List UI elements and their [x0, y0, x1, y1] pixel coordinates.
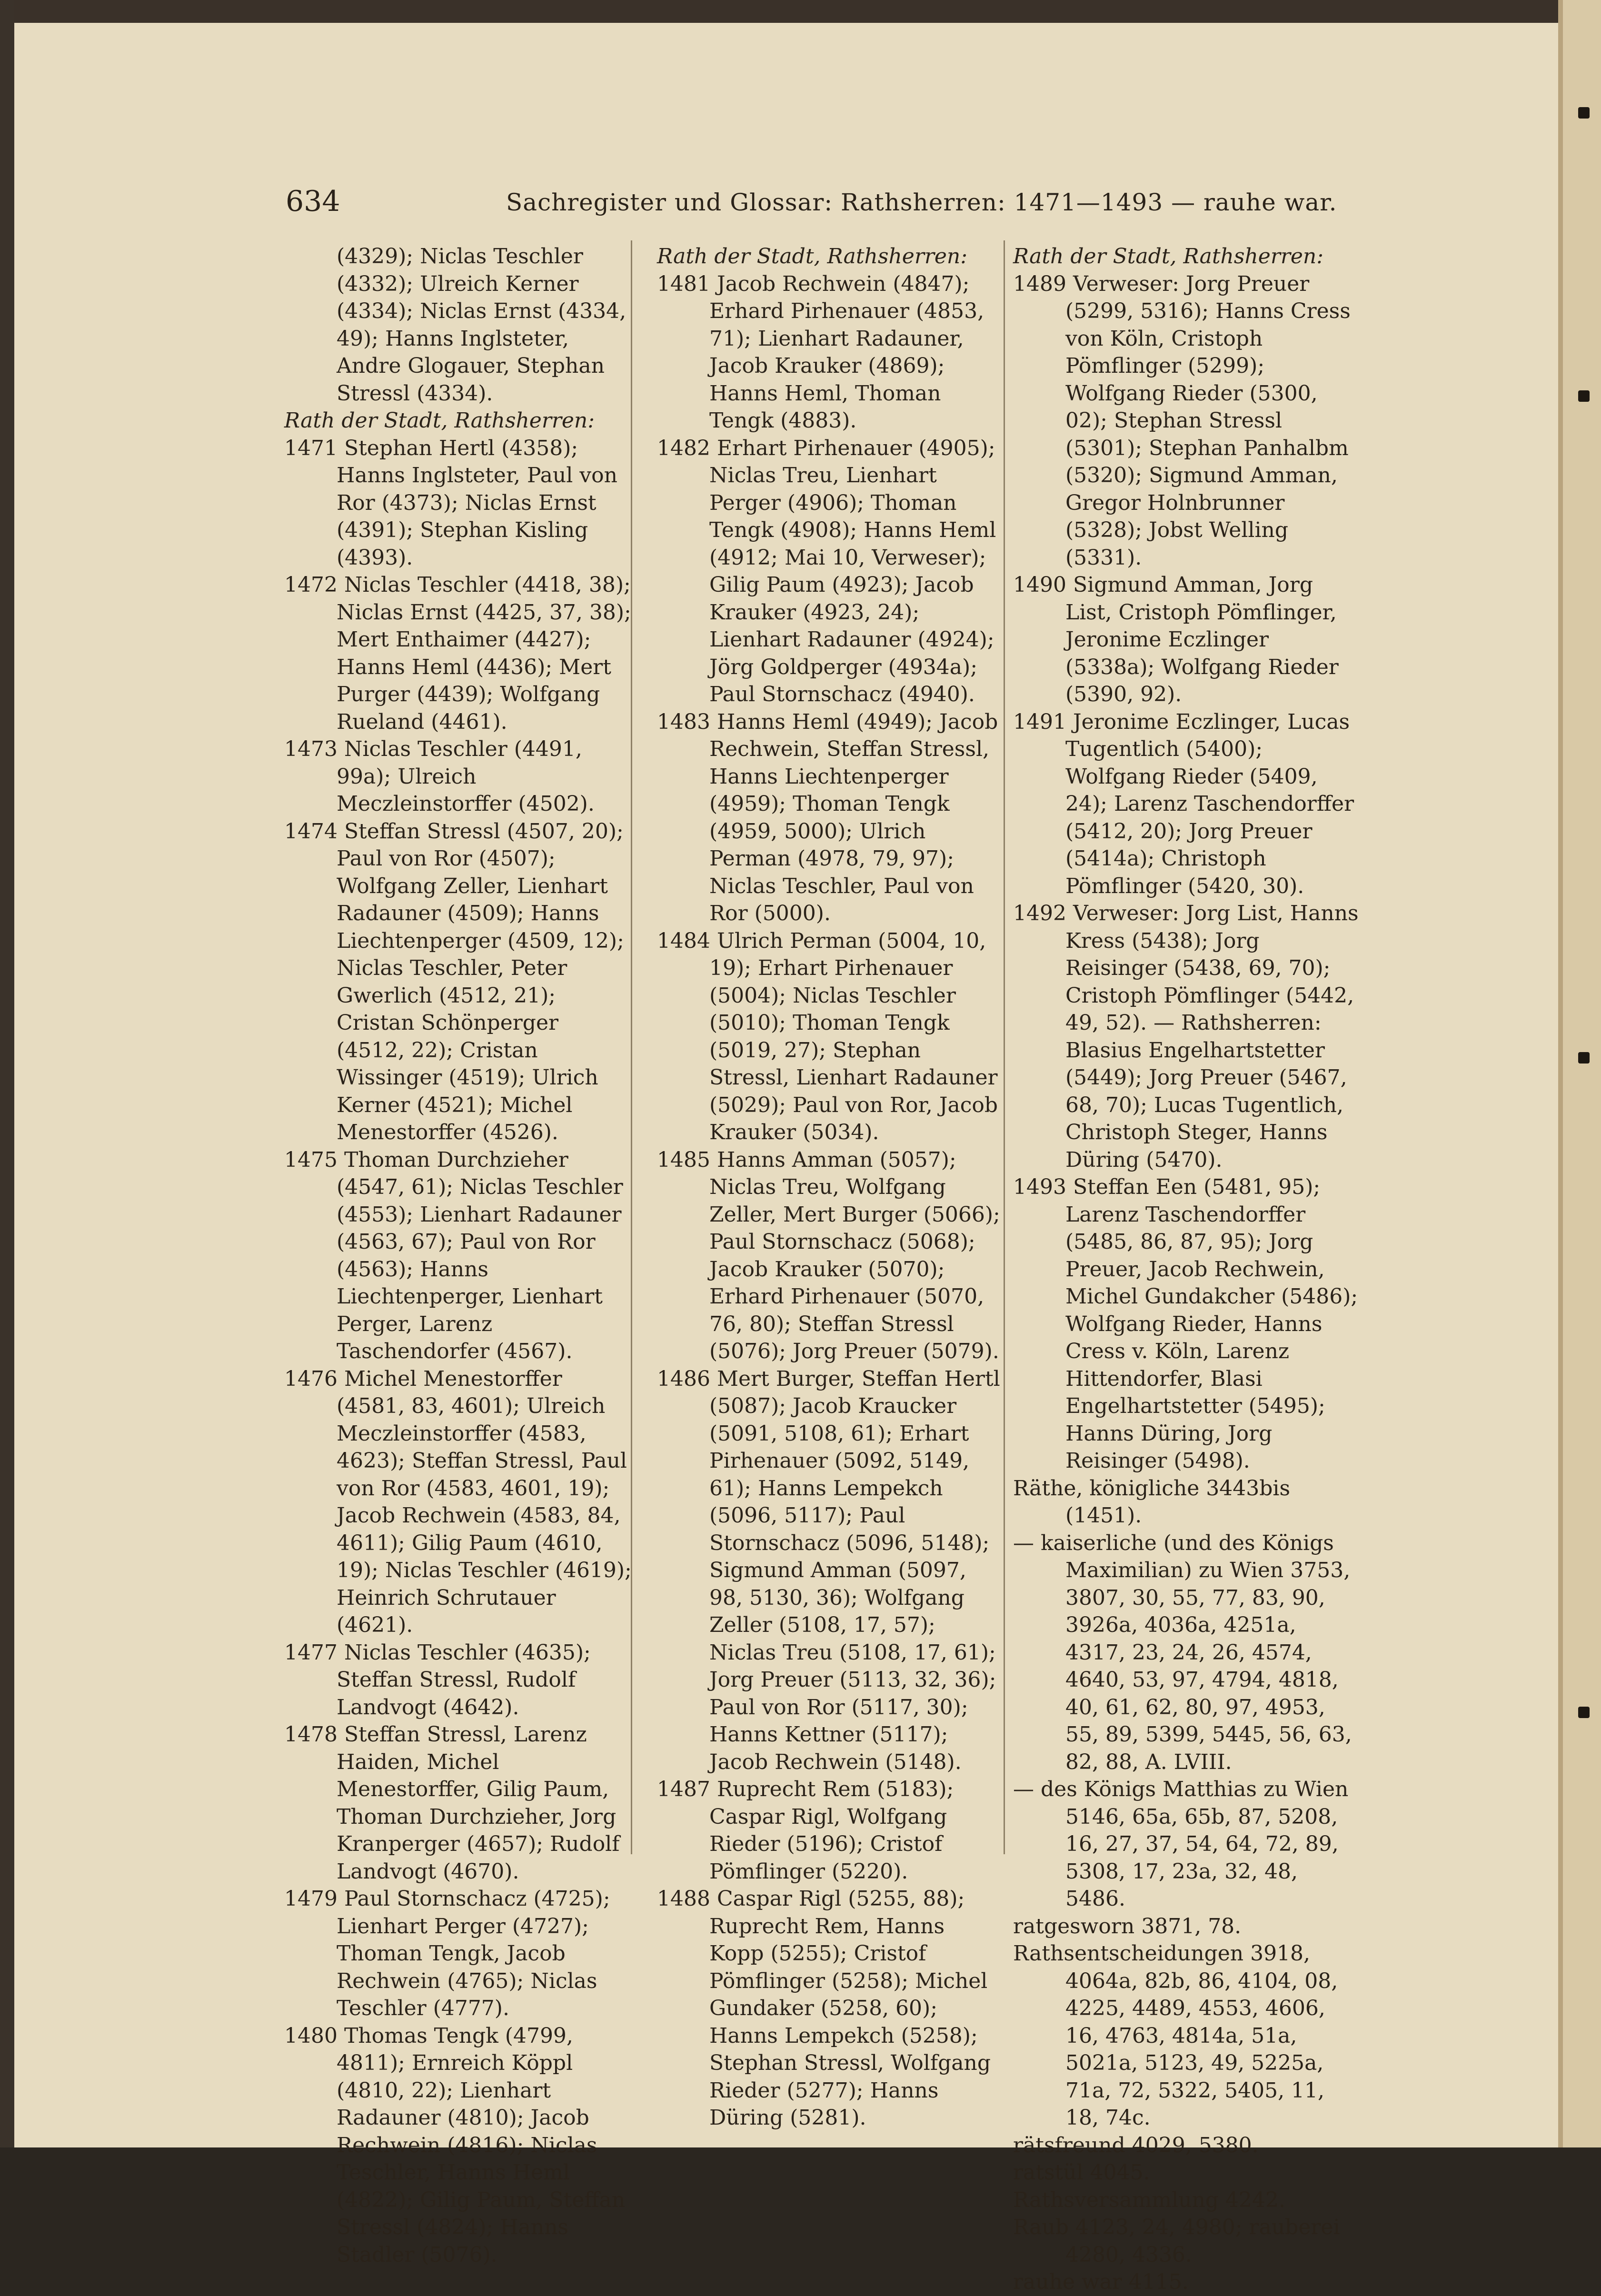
index-entry: Rathsentscheidungen 3918, 4064a, 82b, 86, 4104, 08, 4225, 4489, 4553, 4606, 16, 4763, 4814a, 51a, 5021a, 5123, 49, 5225a, 71a, 72, 5322, 5405, 11, 18, 74c. [1013, 1941, 1338, 2130]
index-entry: 1478 Steffan Stressl, Larenz Haiden, Michel Menestorffer, Gilig Paum, Thoman Durchzieher, Jorg Kranperger (4657); Rudolf Landvogt (4670). [284, 1722, 620, 1884]
index-entry: (4329); Niclas Teschler (4332); Ulreich Kerner (4334); Niclas Ernst (4334, 49); Hanns Inglsteter, Andre Glogauer, Stephan Stressl (4334). [337, 244, 626, 406]
scan-left-edge [0, 0, 14, 2147]
index-entry: ratgesworn 3871, 78. [1013, 1914, 1242, 1938]
section-heading: Rath der Stadt, Rathsherren: [1013, 244, 1324, 268]
index-entry: 1482 Erhart Pirhenauer (4905); Niclas Treu, Lienhart Perger (4906); Thoman Tengk (4908); Hanns Heml (4912; Mai 10, Verweser); Gilig Paum (4923); Jacob Krauker (4923, 24); Lienhart Radauner (4924); Jörg Goldperger (4934a); Paul Stornschacz (4940). [657, 436, 996, 706]
index-entry: 1492 Verweser: Jorg List, Hanns Kress (5438); Jorg Reisinger (5438, 69, 70); Cristoph Pömflinger (5442, 49, 52). — Rathsherren: Blasius Engelhartstetter (5449); Jorg Preuer (5467, 68, 70); Lucas Tugentlich, Christoph Steger, Hanns Düring (5470). [1013, 901, 1359, 1172]
index-entry: 1490 Sigmund Amman, Jorg List, Cristoph Pömflinger, Jeronime Eczlinger (5338a); Wolfgang Rieder (5390, 92). [1013, 573, 1339, 706]
index-entry: 1471 Stephan Hertl (4358); Hanns Inglsteter, Paul von Ror (4373); Niclas Ernst (4391); Stephan Kisling (4393). [284, 436, 617, 570]
index-entry: 1488 Caspar Rigl (5255, 88); Ruprecht Rem, Hanns Kopp (5255); Cristof Pömflinger (5258); Michel Gundaker (5258, 60); Hanns Lempekch (5258); Stephan Stressl, Wolfgang Rieder (5277); Hanns Düring (5281). [657, 1887, 991, 2130]
index-entry: Rathsversammlung 4242. [1013, 2187, 1286, 2212]
index-entry: 1472 Niclas Teschler (4418, 38); Niclas Ernst (4425, 37, 38); Mert Enthaimer (4427); Hanns Heml (4436); Mert Purger (4439); Wolfgang Rueland (4461). [284, 573, 631, 734]
index-entry: — des Königs Matthias zu Wien 5146, 65a, 65b, 87, 5208, 16, 27, 37, 54, 64, 72, 89, 5308, 17, 23a, 32, 48, 5486. [1013, 1777, 1349, 1911]
margin-mark [1578, 1707, 1590, 1718]
section-heading: Rath der Stadt, Rathsherren: [284, 408, 595, 433]
running-title: Sachregister und Glossar: Rathsherren: 1471—1493 — rauhe war. [506, 189, 1337, 216]
section-heading: Rath der Stadt, Rathsherren: [657, 244, 968, 268]
index-entry: 1493 Steffan Een (5481, 95); Larenz Taschendorffer (5485, 86, 87, 95); Jorg Preuer, Jacob Rechwein, Michel Gundakcher (5486); Wolfgang Rieder, Hanns Cress v. Köln, Larenz Hittendorfer, Blasi Engelhartstetter (5495); Hanns Düring, Jorg Reisinger (5498). [1013, 1175, 1358, 1473]
index-entry: 1473 Niclas Teschler (4491, 99a); Ulreich Meczleinstorffer (4502). [284, 737, 595, 816]
middle-column [657, 243, 1004, 2132]
index-entry: 1476 Michel Menestorffer (4581, 83, 4601); Ulreich Meczleinstorffer (4583, 4623); Steffan Stressl, Paul von Ror (4583, 4601, 19); Jacob Rechwein (4583, 84, 4611); Gilig Paum (4610, 19); Niclas Teschler (4619); Heinrich Schrutauer (4621). [284, 1366, 632, 1637]
index-entry: 1479 Paul Stornschacz (4725); Lienhart Perger (4727); Thoman Tengk, Jacob Rechwein (4765); Niclas Teschler (4777). [284, 1887, 610, 2020]
index-entry: ratstül 4045. [1013, 2160, 1150, 2185]
left-column [284, 243, 632, 2268]
index-entry: rauhe war 4115. [1013, 2270, 1189, 2294]
scan-right-edge [1558, 0, 1601, 2147]
index-entry: 1484 Ulrich Perman (5004, 10, 19); Erhart Pirhenauer (5004); Niclas Teschler (5010); Thoman Tengk (5019, 27); Stephan Stressl, Lienhart Radauner (5029); Paul von Ror, Jacob Krauker (5034). [657, 928, 998, 1144]
margin-mark [1578, 390, 1590, 402]
index-entry: — kaiserliche (und des Königs Maximilian) zu Wien 3753, 3807, 30, 55, 77, 83, 90, 3926a, 4036a, 4251a, 4317, 23, 24, 26, 4574, 4640, 53, 97, 4794, 4818, 40, 61, 62, 80, 97, 4953, 55, 89, 5399, 5445, 56, 63, 82, 88, A. LVIII. [1013, 1531, 1352, 1774]
index-entry: 1487 Ruprecht Rem (5183); Caspar Rigl, Wolfgang Rieder (5196); Cristof Pömflinger (5220). [657, 1777, 954, 1884]
index-entry: rätsfreund 4029, 5380. [1013, 2133, 1259, 2157]
index-entry: 1480 Thomas Tengk (4799, 4811); Ernreich Köppl (4810, 22); Lienhart Radauner (4810); Jacob Rechwein (4816); Niclas Teschler, Hanns Heml (4822); Gilig Paum, Steffan Stressl (4824); Hanns Stadler (5076). [284, 2023, 626, 2267]
index-entry: Raub 4123, 24, 4980; rauberei 4280, 4336. [1013, 2215, 1340, 2267]
index-entry: 1489 Verweser: Jorg Preuer (5299, 5316); Hanns Cress von Köln, Cristoph Pömflinger (5299); Wolfgang Rieder (5300, 02); Stephan Stressl (5301); Stephan Panhalbm (5320); Sigmund Amman, Gregor Holnbrunner (5328); Jobst Welling (5331). [1013, 271, 1351, 570]
index-entry: 1474 Steffan Stressl (4507, 20); Paul von Ror (4507); Wolfgang Zeller, Lienhart Radauner (4509); Hanns Liechtenperger (4509, 12); Niclas Teschler, Peter Gwerlich (4512, 21); Cristan Schönperger (4512, 22); Cristan Wissinger (4519); Ulrich Kerner (4521); Michel Menestorffer (4526). [284, 819, 624, 1144]
scan-top-edge [0, 0, 1601, 23]
index-entry: 1477 Niclas Teschler (4635); Steffan Stressl, Rudolf Landvogt (4642). [284, 1640, 591, 1720]
margin-mark [1578, 1052, 1590, 1064]
index-entry: 1485 Hanns Amman (5057); Niclas Treu, Wolfgang Zeller, Mert Burger (5066); Paul Stornschacz (5068); Jacob Krauker (5070); Erhard Pirhenauer (5070, 76, 80); Steffan Stressl (5076); Jorg Preuer (5079). [657, 1147, 1000, 1363]
index-entry: 1481 Jacob Rechwein (4847); Erhard Pirhenauer (4853, 71); Lienhart Radauner, Jacob Krauker (4869); Hanns Heml, Thoman Tengk (4883). [657, 271, 984, 433]
margin-mark [1578, 107, 1590, 119]
index-entry: 1491 Jeronime Eczlinger, Lucas Tugentlich (5400); Wolfgang Rieder (5409, 24); Larenz Taschendorffer (5412, 20); Jorg Preuer (5414a); Christoph Pömflinger (5420, 30). [1013, 709, 1354, 898]
index-entry: Räthe, königliche 3443bis (1451). [1013, 1476, 1291, 1528]
right-column [1013, 243, 1361, 2296]
index-entry: 1475 Thoman Durchzieher (4547, 61); Niclas Teschler (4553); Lienhart Radauner (4563, 67); Paul von Ror (4563); Hanns Liechtenperger, Lienhart Perger, Larenz Taschendorfer (4567). [284, 1147, 623, 1363]
page-number: 634 [286, 185, 340, 218]
index-entry: 1486 Mert Burger, Steffan Hertl (5087); Jacob Kraucker (5091, 5108, 61); Erhart Pirhenauer (5092, 5149, 61); Hanns Lempekch (5096, 5117); Paul Stornschacz (5096, 5148); Sigmund Amman (5097, 98, 5130, 36); Wolfgang Zeller (5108, 17, 57); Niclas Treu (5108, 17, 61); Jorg Preuer (5113, 32, 36); Paul von Ror (5117, 30); Hanns Kettner (5117); Jacob Rechwein (5148). [657, 1366, 1000, 1774]
index-entry: 1483 Hanns Heml (4949); Jacob Rechwein, Steffan Stressl, Hanns Liechtenperger (4959); Thoman Tengk (4959, 5000); Ulrich Perman (4978, 79, 97); Niclas Teschler, Paul von Ror (5000). [657, 709, 998, 925]
